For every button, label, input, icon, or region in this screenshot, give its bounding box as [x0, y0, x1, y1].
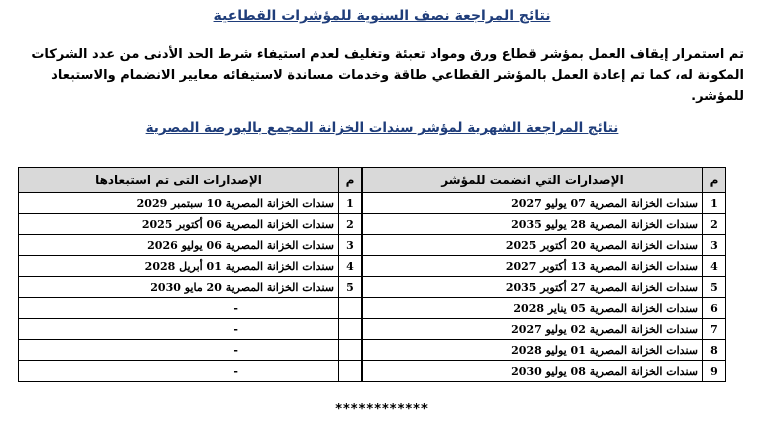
row-number [339, 340, 362, 361]
issue-name: سندات الخزانة المصرية 20 مايو 2030 [19, 277, 339, 298]
table-row [19, 277, 362, 298]
issue-name: - [19, 361, 339, 382]
table-row [19, 319, 362, 340]
row-number: 1 [703, 193, 726, 214]
row-number: 1 [339, 193, 362, 214]
joined-issues-table [362, 167, 726, 382]
table-row [363, 214, 726, 235]
table-row [19, 193, 362, 214]
table-row [363, 298, 726, 319]
row-number: 2 [339, 214, 362, 235]
row-number [339, 298, 362, 319]
issue-name: سندات الخزانة المصرية 28 يوليو 2035 [363, 214, 703, 235]
issue-name: سندات الخزانة المصرية 02 يوليو 2027 [363, 319, 703, 340]
issue-name: سندات الخزانة المصرية 01 أبريل 2028 [19, 256, 339, 277]
issue-name: سندات الخزانة المصرية 10 سبتمبر 2029 [19, 193, 339, 214]
table-row [19, 235, 362, 256]
table-row [363, 340, 726, 361]
row-number: 4 [339, 256, 362, 277]
row-number [339, 319, 362, 340]
separator-stars: ************ [335, 402, 429, 417]
issue-name: - [19, 298, 339, 319]
row-number: 4 [703, 256, 726, 277]
table-row [363, 319, 726, 340]
row-number: 7 [703, 319, 726, 340]
issue-name: سندات الخزانة المصرية 07 يوليو 2027 [363, 193, 703, 214]
row-number [339, 361, 362, 382]
document-title: نتائج المراجعة نصف السنوية للمؤشرات القطاعية [213, 8, 551, 24]
intro-paragraph: تم استمرار إيقاف العمل بمؤشر قطاع ورق ومواد تعبئة وتغليف لعدم استيفاء شرط الحد الأدنى من عدد الشركات المكونة له، كما تم إعادة العمل بالمؤشر القطاعي طاقة وخدمات مساندة لاستيفائه معايير الانضمام والاستبعاد للمؤشر. [31, 47, 744, 104]
table-row [363, 277, 726, 298]
row-number: 5 [339, 277, 362, 298]
row-number: 5 [703, 277, 726, 298]
table-row [19, 340, 362, 361]
table-row [363, 193, 726, 214]
row-number: 3 [339, 235, 362, 256]
table-row [19, 256, 362, 277]
row-number: 6 [703, 298, 726, 319]
issue-name: - [19, 319, 339, 340]
issue-name: سندات الخزانة المصرية 06 أكتوبر 2025 [19, 214, 339, 235]
issue-name: سندات الخزانة المصرية 08 يوليو 2030 [363, 361, 703, 382]
excluded-num-header: م [339, 168, 362, 193]
issue-name: سندات الخزانة المصرية 20 أكتوبر 2025 [363, 235, 703, 256]
table-row [19, 298, 362, 319]
table-row [19, 214, 362, 235]
table-row [19, 361, 362, 382]
table-row [363, 235, 726, 256]
table-row [363, 256, 726, 277]
issue-name: سندات الخزانة المصرية 27 أكتوبر 2035 [363, 277, 703, 298]
excluded-header: الإصدارات التى تم استبعادها [19, 168, 339, 193]
table-row [363, 361, 726, 382]
issue-name: سندات الخزانة المصرية 01 يوليو 2028 [363, 340, 703, 361]
joined-header: الإصدارات التي انضمت للمؤشر [363, 168, 703, 193]
issue-name: سندات الخزانة المصرية 05 يناير 2028 [363, 298, 703, 319]
joined-num-header: م [703, 168, 726, 193]
row-number: 9 [703, 361, 726, 382]
issue-name: سندات الخزانة المصرية 13 أكتوبر 2027 [363, 256, 703, 277]
row-number: 3 [703, 235, 726, 256]
row-number: 8 [703, 340, 726, 361]
issue-name: سندات الخزانة المصرية 06 يوليو 2026 [19, 235, 339, 256]
excluded-issues-table [18, 167, 362, 382]
row-number: 2 [703, 214, 726, 235]
section-title: نتائج المراجعة الشهرية لمؤشر سندات الخزانة المجمع بالبورصة المصرية [145, 120, 619, 136]
issue-name: - [19, 340, 339, 361]
